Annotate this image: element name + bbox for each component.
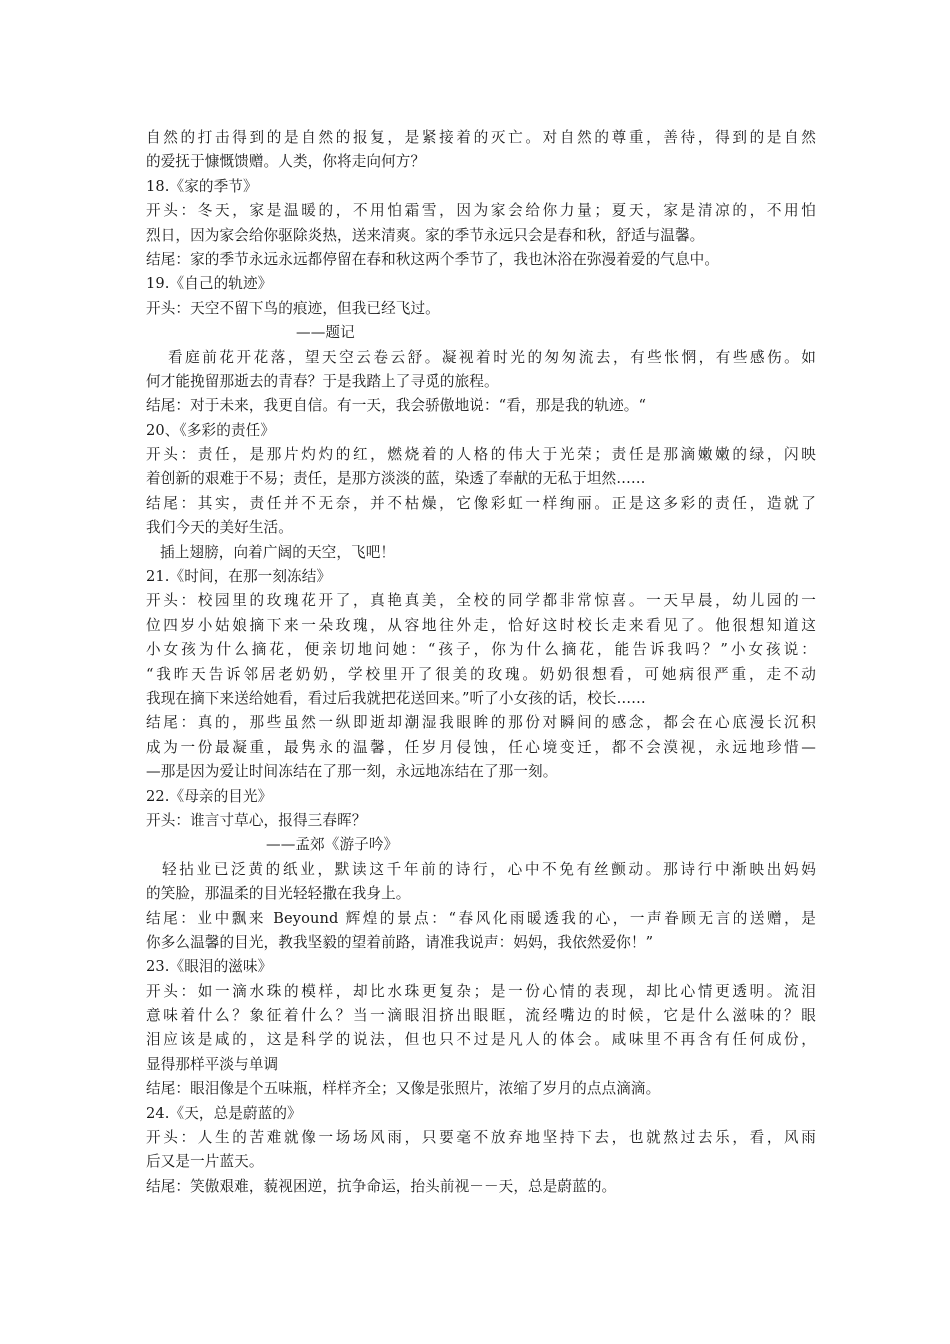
text-line: 开头：责任，是那片灼灼的红，燃烧着的人格的伟大于光荣；责任是那滴嫩嫩的绿，闪映	[146, 446, 816, 464]
text-line: 的笑脸，那温柔的目光轻轻撒在我身上。	[146, 885, 411, 903]
text-line: 后又是一片蓝天。	[146, 1153, 264, 1171]
text-line: 开头：人生的苦难就像一场场风雨，只要毫不放弃地坚持下去，也就熬过去乐，看，风雨	[146, 1129, 816, 1147]
text-line: 看庭前花开花落，望天空云卷云舒。凝视着时光的匆匆流去，有些怅惘，有些感伤。如	[168, 348, 816, 366]
text-line: 19.《自己的轨迹》	[146, 275, 273, 293]
text-line: 显得那样平淡与单调	[146, 1055, 279, 1073]
text-line: 21.《时间，在那一刻冻结》	[146, 568, 332, 586]
text-line: 20、《多彩的责任》	[146, 421, 276, 439]
text-line: 着创新的艰难于不易；责任，是那方淡淡的蓝，染透了奉献的无私于坦然……	[146, 470, 646, 488]
text-line: 轻拈业已泛黄的纸业，默读这千年前的诗行，心中不免有丝颤动。那诗行中渐映出妈妈	[162, 860, 816, 878]
text-line: 成为一份最凝重，最隽永的温馨，任岁月侵蚀，任心境变迁，都不会漠视，永远地珍惜—	[146, 738, 816, 756]
text-line: 开头：冬天，家是温暖的，不用怕霜雪，因为家会给你力量；夏天，家是清凉的，不用怕	[146, 202, 816, 220]
text-line: 小女孩为什么摘花，便亲切地问她：“孩子，你为什么摘花，能告诉我吗？”小女孩说：	[146, 641, 816, 659]
text-line: 结尾：家的季节永远永远都停留在春和秋这两个季节了，我也沐浴在弥漫着爱的气息中。	[146, 250, 720, 268]
text-line: 开头：谁言寸草心，报得三春晖？	[146, 811, 367, 829]
text-line: “我昨天告诉邻居老奶奶，学校里开了很美的玫瑰。奶奶很想看，可她病很严重，走不动	[146, 665, 816, 683]
text-line: 开头：校园里的玫瑰花开了，真艳真美，全校的同学都非常惊喜。一天早晨，幼儿园的一	[146, 592, 816, 610]
text-line: 泪应该是咸的，这是科学的说法，但也只不过是凡人的体会。咸味里不再含有任何成份，	[146, 1031, 816, 1049]
text-line: 开头：如一滴水珠的模样，却比水珠更复杂；是一份心情的表现，却比心情更透明。流泪	[146, 982, 816, 1000]
text-line: 结尾：对于未来，我更自信。有一天，我会骄傲地说：“看，那是我的轨迹。“	[146, 397, 647, 415]
text-line: 烈日，因为家会给你驱除炎热，送来清爽。家的季节永远只会是春和秋，舒适与温馨。	[146, 226, 705, 244]
text-line: 何才能挽留那逝去的青春？于是我踏上了寻觅的旅程。	[146, 372, 499, 390]
text-line: 插上翅膀，向着广阔的天空，飞吧！	[160, 543, 396, 561]
text-line: 结尾：业中飘来 Beyound 辉煌的景点：“春风化雨暖透我的心，一声眷顾无言的送赠，是	[146, 909, 816, 927]
text-line: 我们今天的美好生活。	[146, 519, 293, 537]
text-line: 自然的打击得到的是自然的报复，是紧接着的灭亡。对自然的尊重，善待，得到的是自然	[146, 129, 816, 146]
document-body	[146, 126, 816, 1199]
text-line: 24.《天，总是蔚蓝的》	[146, 1104, 302, 1122]
text-line: —那是因为爱让时间冻结在了那一刻，永远地冻结在了那一刻。	[146, 763, 558, 781]
text-line: 23.《眼泪的滋味》	[146, 958, 273, 976]
text-line: 我现在摘下来送给她看，看过后我就把花送回来。”听了小女孩的话，校长……	[146, 689, 646, 707]
text-line: 的爱抚于慷慨馈赠。人类，你将走向何方？	[146, 153, 426, 171]
text-line: ——孟郊《游子吟》	[266, 836, 399, 854]
text-line: 结尾：眼泪像是个五味瓶，样样齐全；又像是张照片，浓缩了岁月的点点滴滴。	[146, 1080, 661, 1098]
text-line: 18.《家的季节》	[146, 177, 258, 195]
text-line: 结尾：其实，责任并不无奈，并不枯燥，它像彩虹一样绚丽。正是这多彩的责任，造就了	[146, 494, 816, 512]
text-line: ——题记	[296, 324, 355, 342]
text-line: 你多么温馨的目光，教我坚毅的望着前路，请准我说声：妈妈，我依然爱你！”	[146, 933, 654, 951]
text-line: 开头：天空不留下鸟的痕迹，但我已经飞过。	[146, 299, 440, 317]
text-line: 位四岁小姑娘摘下来一朵玫瑰，从容地往外走，恰好这时校长走来看见了。他很想知道这	[146, 616, 816, 634]
text-line: 结尾：真的，那些虽然一纵即逝却潮湿我眼眸的那份对瞬间的感念，都会在心底漫长沉积	[146, 714, 816, 732]
text-line: 意味着什么？象征着什么？当一滴眼泪挤出眼眶，流经嘴边的时候，它是什么滋味的？眼	[146, 1007, 816, 1025]
text-line: 结尾：笑傲艰难，藐视困逆，抗争命运，抬头前视－－天，总是蔚蓝的。	[146, 1177, 617, 1195]
text-line: 22.《母亲的目光》	[146, 787, 273, 805]
